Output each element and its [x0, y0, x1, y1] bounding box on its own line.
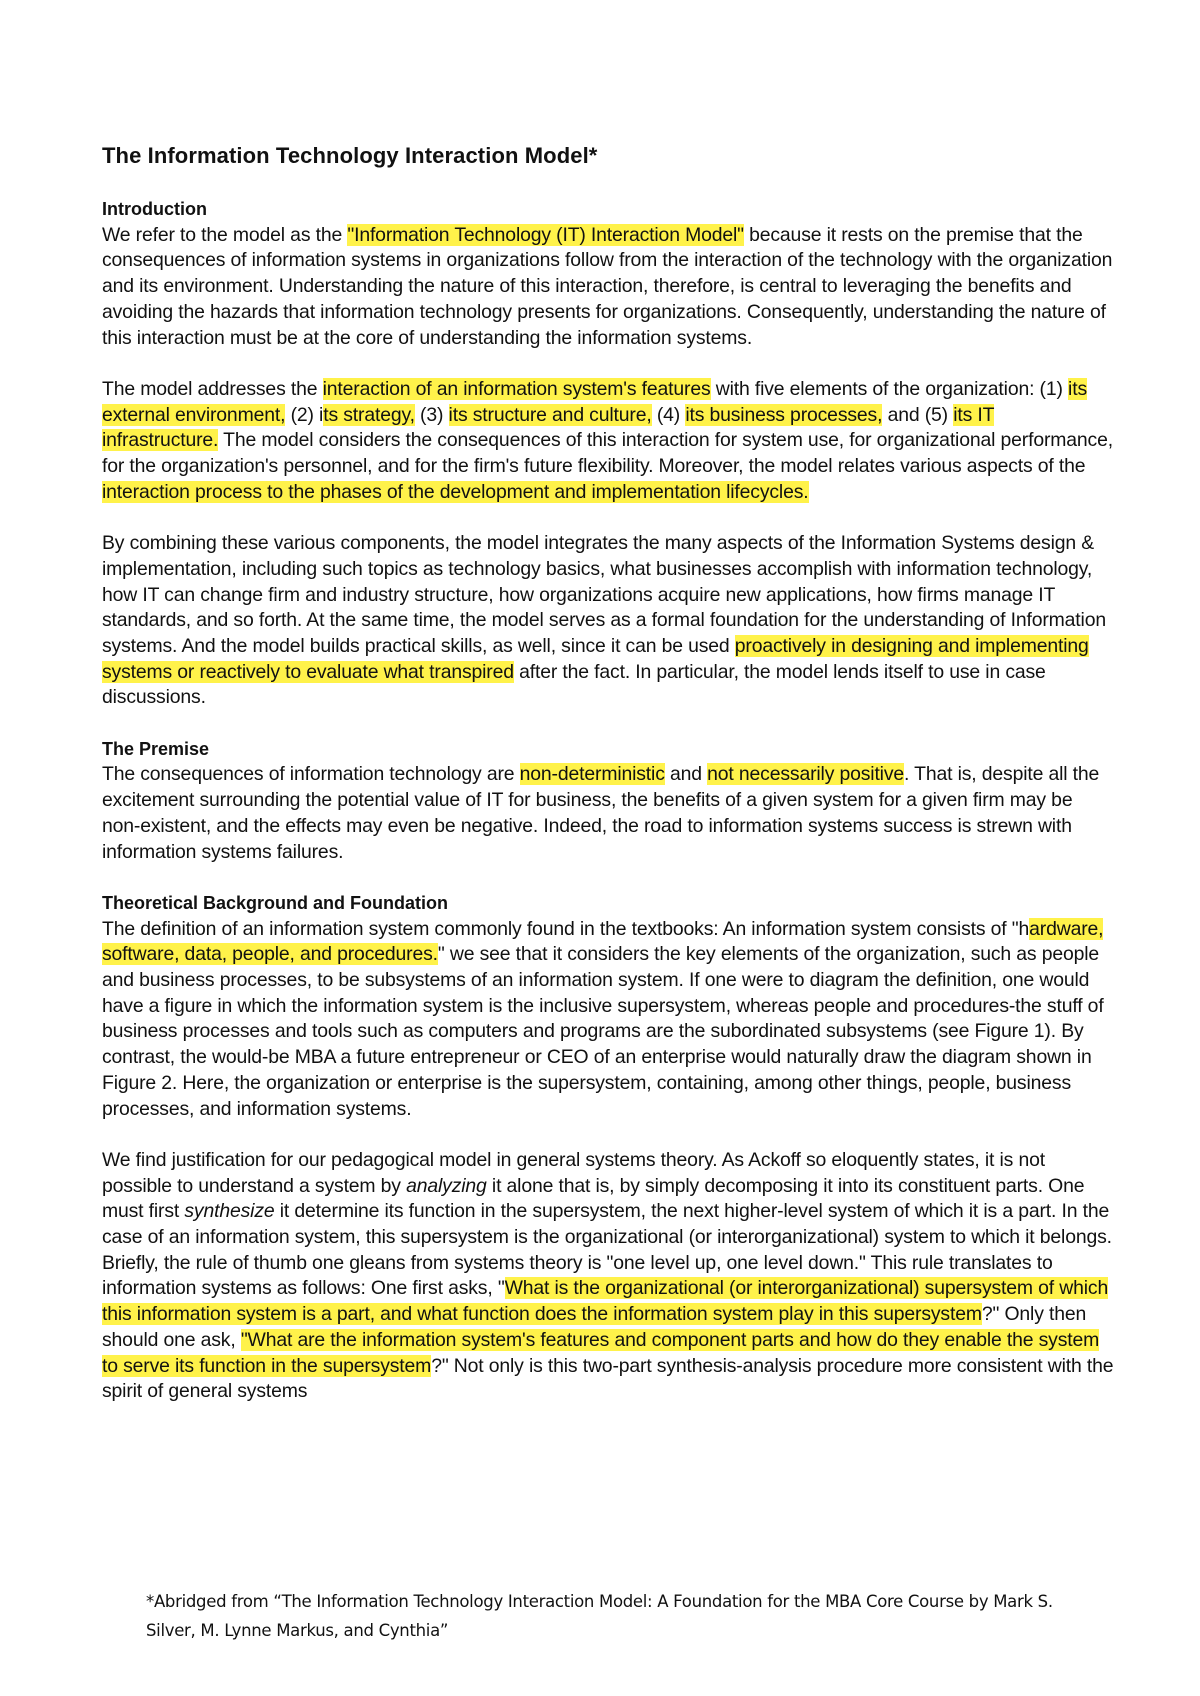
highlighted-text: "Information Technology (IT) Interaction Model"	[347, 223, 744, 246]
text-run: ?" Only then should one ask,	[102, 1303, 1087, 1351]
highlighted-text: ardware, software, data, people, and procedures.	[102, 917, 1104, 966]
footnote: *Abridged from “The Information Technology Interaction Model: A Foundation for the MBA Core Course by Mark S. Silver, M. Lynne Markus, and Cynthia”	[146, 1592, 1053, 1640]
highlighted-text: not necessarily positive	[707, 763, 905, 786]
text-run: We find justification for our pedagogical model in general systems theory. As Ackoff so eloquently states, it is not possible to understand a system by	[102, 1148, 1045, 1197]
premise-paragraph	[102, 762, 1114, 865]
text-run: The definition of an information system commonly found in the textbooks: An information system consists of "h	[102, 917, 1030, 940]
intro-paragraph-1	[102, 223, 1114, 352]
text-run: and	[664, 763, 708, 786]
text-run: The model addresses the	[102, 377, 323, 400]
highlighted-text: non-deterministic	[519, 763, 665, 786]
highlighted-text: its structure and culture,	[448, 403, 652, 426]
section-heading-premise: The Premise	[102, 738, 210, 759]
theory-paragraph-1	[102, 917, 1114, 1123]
highlighted-text: interaction of an information system's features	[322, 377, 711, 400]
highlighted-text: proactively in designing and implementing systems or reactively to evaluate what transpired	[102, 634, 1089, 683]
text-run: " we see that it considers the key elements of the organization, such as people and business processes, to be subsystems of an information system. If one were to diagram the definition, one would have a figure in which the information system is the inclusive supersystem, whereas people and procedures-the stuff of business processes and tools such as computers and programs are the subordinated subsystems (see Figure 1). By contrast, the would-be MBA a future entrepreneur or CEO of an enterprise would naturally draw the diagram shown in Figure 2. Here, the organization or enterprise is the supersystem, containing, among other things, people, business processes, and information systems.	[102, 943, 1104, 1120]
emphasized-text: analyzing	[406, 1174, 487, 1197]
text-run: We refer to the model as the	[102, 223, 348, 246]
text-run: and (5)	[882, 403, 954, 426]
text-run: because it rests on the premise that the consequences of information systems in organizations follow from the interaction of the technology with the organization and its environment. Understanding the nature of this interaction, therefore, is central to leveraging the benefits and avoiding the hazards that information technology presents for organizations. Consequently, understanding the nature of this interaction must be at the core of understanding the information systems.	[102, 223, 1113, 349]
document-title: The Information Technology Interaction Model*	[102, 143, 598, 168]
theory-paragraph-2	[102, 1148, 1114, 1405]
text-run: ?" Not only is this two-part synthesis-analysis procedure more consistent with the spirit of general systems	[102, 1354, 1114, 1403]
highlighted-text: its external environment,	[102, 377, 1087, 426]
section-heading-theory: Theoretical Background and Foundation	[102, 892, 449, 913]
text-run: (3)	[414, 403, 449, 426]
intro-paragraph-3	[102, 531, 1114, 711]
emphasized-text: synthesize	[184, 1200, 275, 1223]
text-run: . That is, despite all the excitement surrounding the potential value of IT for business, the benefits of a given system for a given firm may be non-existent, and the effects may even be negative. Indeed, the road to information systems success is strewn with information systems failures.	[102, 763, 1100, 863]
text-run: after the fact. In particular, the model lends itself to use in case discussions.	[102, 660, 1046, 709]
text-run: with five elements of the organization: (1)	[710, 377, 1069, 400]
text-run: (4)	[651, 403, 686, 426]
highlighted-text: What is the organizational (or interorganizational) supersystem of which this information system is a part, and what function does the information system play in this supersystem	[102, 1277, 1109, 1326]
intro-paragraph-2	[102, 377, 1114, 506]
text-run: it alone that is, by simply decomposing it into its constituent parts. One must first	[102, 1174, 1085, 1223]
section-heading-introduction: Introduction	[102, 199, 207, 219]
text-run: The model considers the consequences of this interaction for system use, for organizational performance, for the organization's personnel, and for the firm's future flexibility. Moreover, the model relates various aspects of the	[102, 429, 1113, 478]
text-run: By combining these various components, the model integrates the many aspects of the Information Systems design & implementation, including such topics as technology basics, what businesses accomplish with information technology, how IT can change firm and industry structure, how organizations acquire new applications, how firms manage IT standards, and so forth. At the same time, the model serves as a formal foundation for the understanding of Information systems. And the model builds practical skills, as well, since it can be used	[102, 532, 1106, 657]
text-run: it determine its function in the supersystem, the next higher-level system of which it is a part. In the case of an information system, this supersystem is the organizational (or interorganizational) system to which it belongs. Briefly, the rule of thumb one gleans from systems theory is "one level up, one level down." This rule translates to information systems as follows: One first asks, "	[102, 1200, 1112, 1300]
text-run: The consequences of information technology are	[102, 763, 520, 786]
highlighted-text: ts strategy,	[323, 403, 415, 426]
highlighted-text: its business processes,	[685, 403, 883, 426]
highlighted-text: "What are the information system's features and component parts and how do they enable the system to serve its function in the supersystem	[102, 1328, 1100, 1377]
document-body	[102, 143, 1114, 1431]
highlighted-text: its IT infrastructure.	[102, 403, 995, 452]
text-run: (2) i	[285, 403, 324, 426]
highlighted-text: interaction process to the phases of the development and implementation lifecycles.	[102, 480, 809, 503]
